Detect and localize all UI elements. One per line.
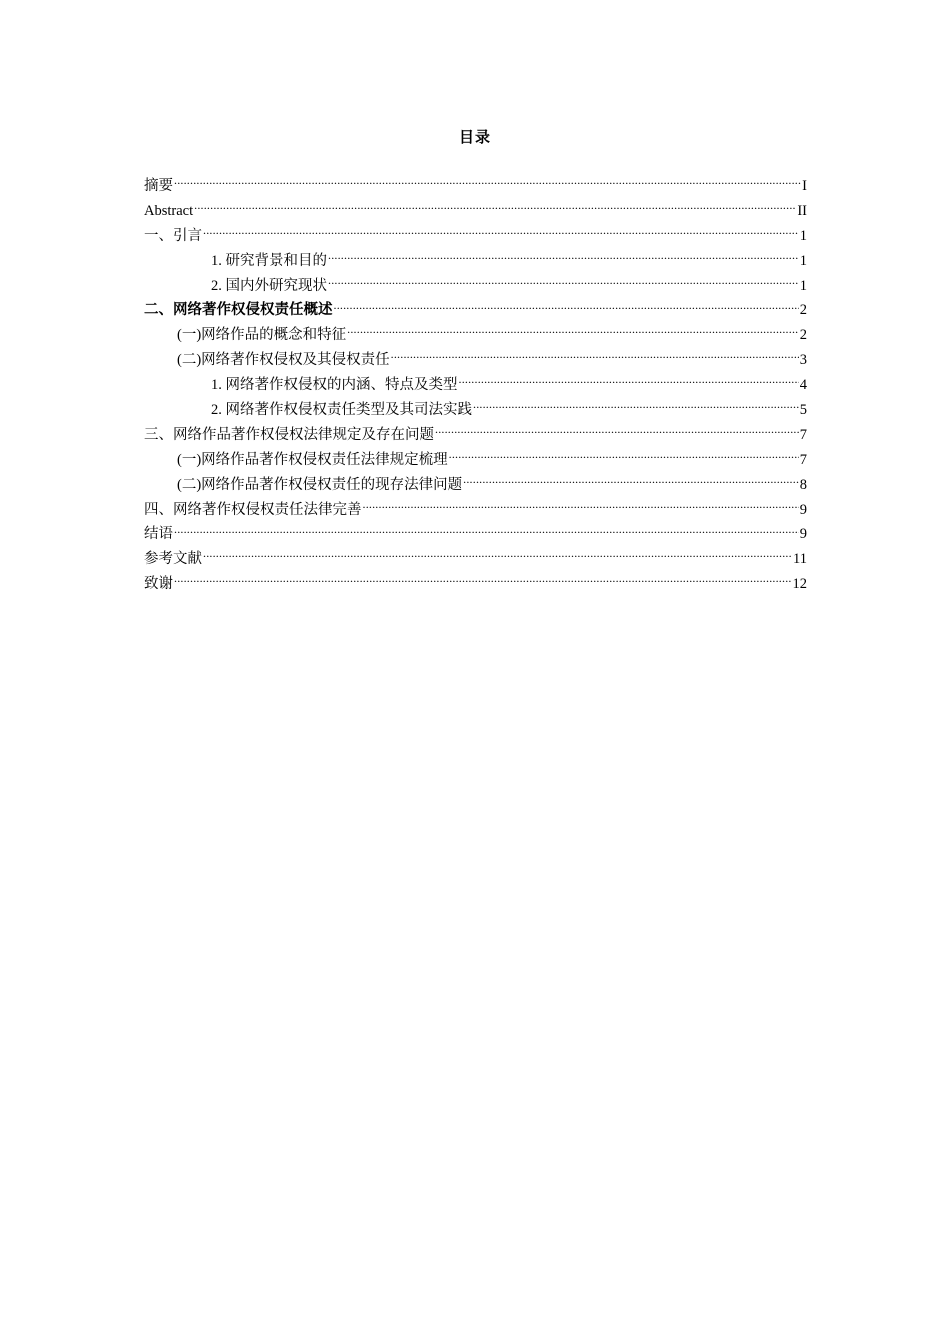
toc-entry-text: 1. 研究背景和目的 — [211, 252, 327, 269]
toc-dot-leader — [347, 325, 799, 339]
toc-dot-leader — [363, 500, 799, 514]
toc-entry-1-2[interactable] — [144, 274, 807, 299]
toc-page-number: 8 — [799, 476, 807, 493]
toc-entry-chapter-1[interactable] — [144, 224, 807, 249]
toc-dot-leader — [435, 425, 799, 439]
toc-title: 目录 — [458, 130, 491, 146]
toc-page-number: I — [802, 178, 807, 194]
toc-dot-leader — [463, 475, 799, 489]
toc-page-number: 9 — [799, 526, 807, 543]
toc-entry-text: 二、网络著作权侵权责任概述 — [144, 302, 333, 319]
toc-entry-1-1[interactable] — [144, 249, 807, 274]
toc-entry-chapter-4[interactable] — [144, 498, 807, 523]
toc-page-number: 7 — [799, 426, 807, 443]
toc-entry-2-2[interactable] — [144, 348, 807, 373]
toc-page-number: 1 — [799, 227, 807, 244]
toc-entry-text: 致谢 — [144, 576, 173, 593]
toc-entry-abstract-en[interactable] — [144, 199, 807, 224]
toc-page-number: 7 — [799, 451, 807, 468]
toc-entry-text: 四、网络著作权侵权责任法律完善 — [144, 501, 362, 518]
toc-entry-chapter-3[interactable] — [144, 423, 807, 448]
toc-entry-text: 1. 网络著作权侵权的内涵、特点及类型 — [211, 377, 458, 394]
toc-page-number: 2 — [799, 327, 807, 344]
toc-dot-leader — [328, 251, 799, 265]
toc-entry-3-2[interactable] — [144, 473, 807, 498]
toc-entry-2-1[interactable] — [144, 323, 807, 348]
toc-dot-leader — [459, 375, 799, 389]
toc-entry-acknowledgements[interactable] — [144, 572, 807, 597]
toc-dot-leader — [473, 400, 799, 414]
toc-entry-2-2-1[interactable] — [144, 373, 807, 398]
toc-page-number: 12 — [792, 576, 807, 593]
toc-dot-leader — [194, 201, 796, 215]
toc-entry-references[interactable] — [144, 547, 807, 572]
table-of-contents — [144, 174, 807, 597]
toc-entry-text: (一)网络作品著作权侵权责任法律规定梳理 — [177, 451, 448, 468]
toc-entry-text: (二)网络著作权侵权及其侵权责任 — [177, 352, 390, 369]
toc-dot-leader — [334, 300, 799, 314]
toc-entry-text: (二)网络作品著作权侵权责任的现存法律问题 — [177, 476, 463, 493]
toc-page-number: 5 — [799, 402, 807, 419]
toc-dot-leader — [174, 574, 792, 588]
toc-entry-text: 参考文献 — [144, 551, 202, 568]
toc-entry-text: 一、引言 — [144, 227, 202, 244]
toc-dot-leader — [449, 450, 799, 464]
toc-dot-leader — [328, 276, 799, 290]
toc-entry-text: Abstract — [144, 202, 194, 219]
toc-page-number: 1 — [799, 277, 807, 294]
toc-page-number: II — [797, 202, 807, 219]
toc-entry-text: 2. 国内外研究现状 — [211, 277, 327, 294]
toc-dot-leader — [203, 549, 792, 563]
toc-entry-abstract-cn[interactable] — [144, 174, 807, 199]
toc-entry-chapter-2[interactable] — [144, 298, 807, 323]
toc-dot-leader — [203, 226, 799, 240]
toc-dot-leader — [174, 176, 801, 190]
toc-dot-leader — [391, 350, 799, 364]
toc-entry-text: 结语 — [144, 526, 173, 543]
toc-entry-text: 三、网络作品著作权侵权法律规定及存在问题 — [144, 426, 434, 443]
toc-page-number: 1 — [799, 252, 807, 269]
toc-entry-text: 摘要 — [144, 178, 173, 194]
toc-page-number: 4 — [799, 377, 807, 394]
toc-entry-conclusion[interactable] — [144, 522, 807, 547]
toc-entry-text: 2. 网络著作权侵权责任类型及其司法实践 — [211, 402, 472, 419]
toc-page-number: 9 — [799, 501, 807, 518]
toc-page-number: 11 — [793, 551, 807, 568]
toc-page-number: 2 — [799, 302, 807, 319]
toc-entry-2-2-2[interactable] — [144, 398, 807, 423]
toc-entry-3-1[interactable] — [144, 448, 807, 473]
toc-page-number: 3 — [799, 352, 807, 369]
toc-dot-leader — [174, 524, 799, 538]
toc-entry-text: (一)网络作品的概念和特征 — [177, 327, 347, 344]
